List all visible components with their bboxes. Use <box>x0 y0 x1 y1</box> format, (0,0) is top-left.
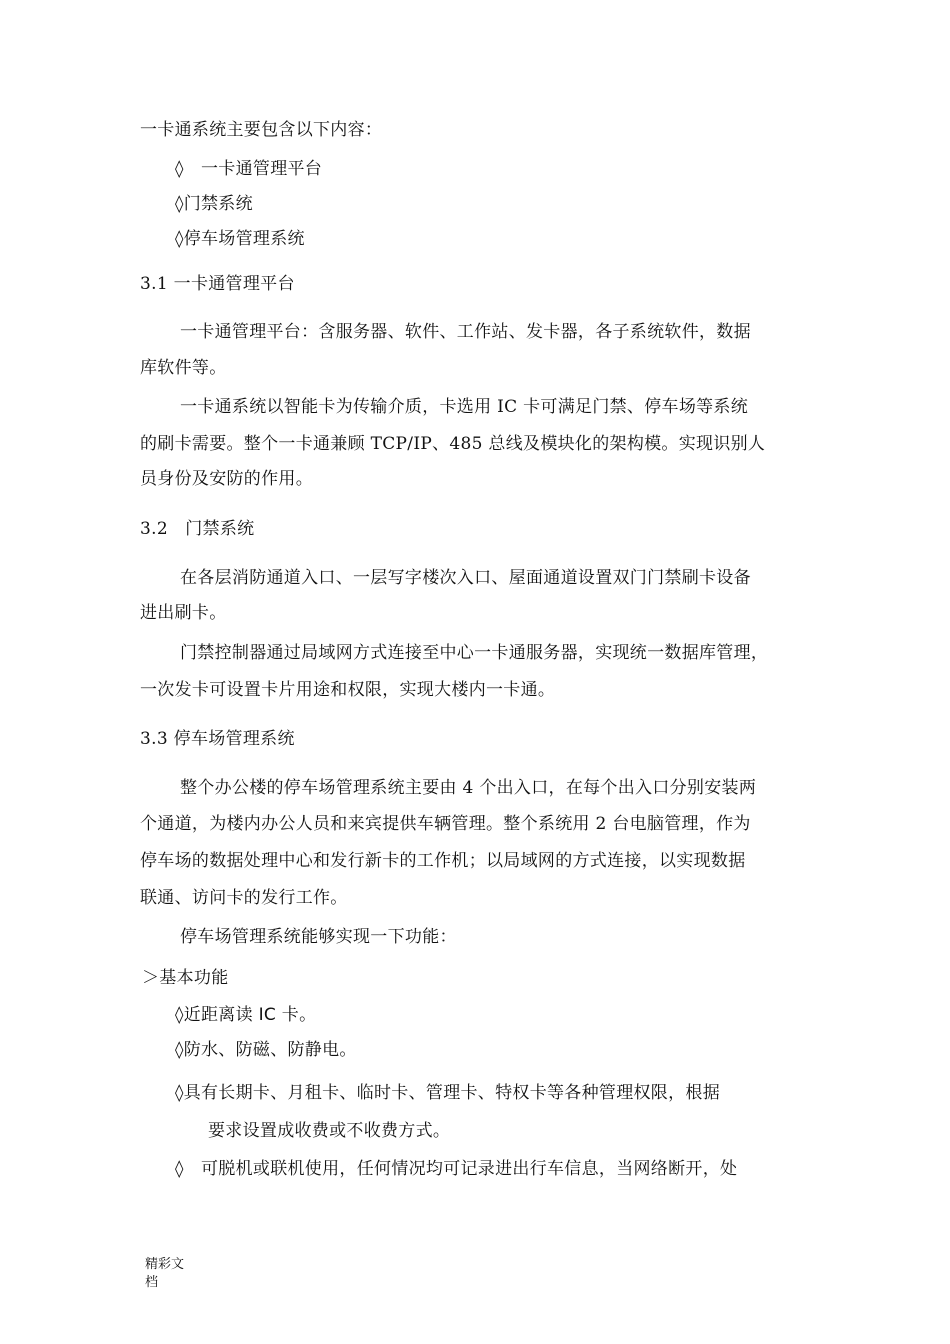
s33-p1-line2: 个通道，为楼内办公人员和来宾提供车辆管理。整个系统用 2 台电脑管理，作为 <box>140 814 751 834</box>
basic-functions-heading: ＞基本功能 <box>142 968 229 988</box>
feature-card-types-line1: ◊具有长期卡、月租卡、临时卡、管理卡、特权卡等各种管理权限，根据 <box>175 1083 720 1103</box>
intro-item-parking: ◊停车场管理系统 <box>175 229 305 249</box>
feature-ic-card: ◊近距离读 IC 卡。 <box>175 1005 317 1025</box>
feature-card-types-line2: 要求设置成收费或不收费方式。 <box>208 1121 451 1141</box>
feature-offline-online: ◊ 可脱机或联机使用，任何情况均可记录进出行车信息，当网络断开，处 <box>175 1159 738 1179</box>
s33-p1-line3: 停车场的数据处理中心和发行新卡的工作机；以局域网的方式连接，以实现数据 <box>140 851 746 871</box>
s31-p1-line2: 库软件等。 <box>140 358 227 378</box>
s31-p2-line2: 的刷卡需要。整个一卡通兼顾 TCP/IP、485 总线及模块化的架构模。实现识别人 <box>140 434 766 454</box>
s33-p1-line1: 整个办公楼的停车场管理系统主要由 4 个出入口，在每个出入口分别安装两 <box>180 778 757 798</box>
intro-item-platform: ◊ 一卡通管理平台 <box>175 159 323 179</box>
section-heading-3-1: 3.1 一卡通管理平台 <box>140 274 295 294</box>
s31-p1-line1: 一卡通管理平台：含服务器、软件、工作站、发卡器，各子系统软件，数据 <box>180 322 751 342</box>
s31-p2-line3: 员身份及安防的作用。 <box>140 469 313 489</box>
s31-p2-line1: 一卡通系统以智能卡为传输介质，卡选用 IC 卡可满足门禁、停车场等系统 <box>180 397 749 417</box>
s32-p1-line2: 进出刷卡。 <box>140 603 227 623</box>
footer-line1: 精彩文 <box>145 1257 185 1272</box>
intro-item-access: ◊门禁系统 <box>175 194 253 214</box>
page-footer <box>145 1256 184 1292</box>
s33-p2: 停车场管理系统能够实现一下功能： <box>180 927 457 947</box>
s33-p1-line4: 联通、访问卡的发行工作。 <box>140 888 348 908</box>
s32-p1-line1: 在各层消防通道入口、一层写字楼次入口、屋面通道设置双门门禁刷卡设备 <box>180 568 751 588</box>
intro-text: 一卡通系统主要包含以下内容： <box>140 120 383 140</box>
s32-p2-line2: 一次发卡可设置卡片用途和权限，实现大楼内一卡通。 <box>140 680 556 700</box>
footer-line2: 档 <box>145 1275 159 1290</box>
section-heading-3-2: 3.2 门禁系统 <box>140 519 255 539</box>
s32-p2-line1: 门禁控制器通过局域网方式连接至中心一卡通服务器，实现统一数据库管理， <box>180 643 769 663</box>
section-heading-3-3: 3.3 停车场管理系统 <box>140 729 295 749</box>
feature-protection: ◊防水、防磁、防静电。 <box>175 1040 357 1060</box>
